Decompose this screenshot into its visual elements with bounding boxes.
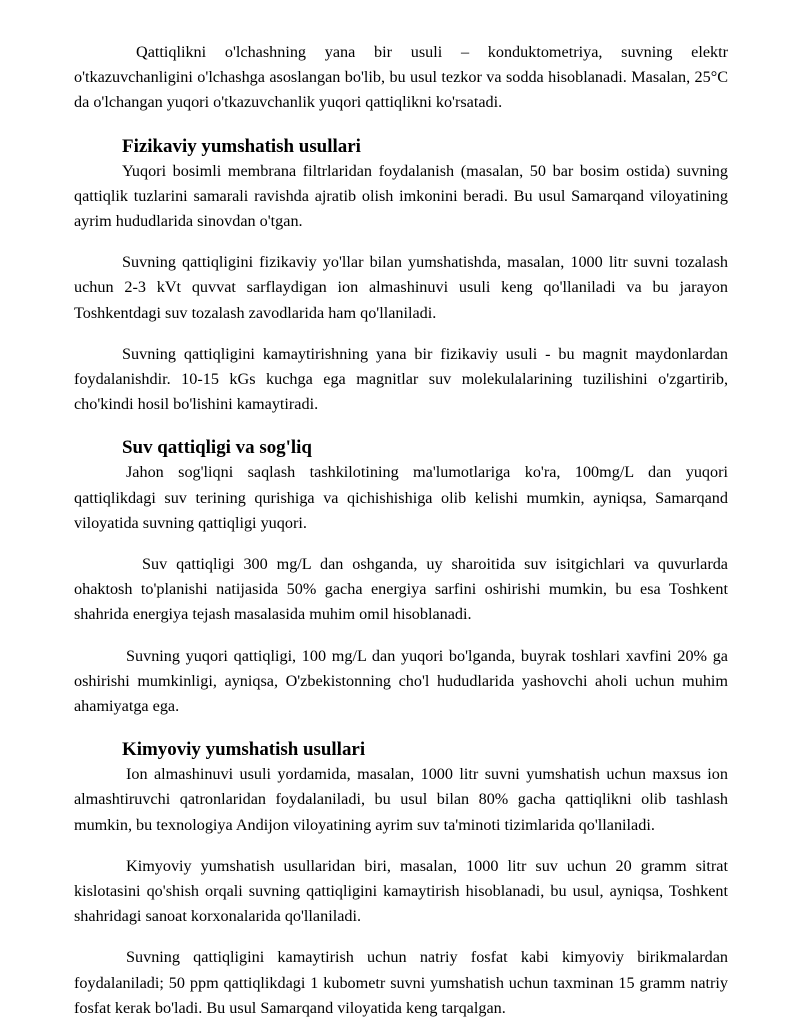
document-page (74, 40, 728, 1021)
paragraph-sodium-phosphate: Suvning qattiqligini kamaytirish uchun natriy fosfat kabi kimyoviy birikmalardan foydalaniladi; 50 ppm qattiqlikdagi 1 kubometr suvni yumshatish uchun taxminan 15 gramm natriy fosfat kerak bo'ladi. Bu usul Samarqand viloyatida keng tarqalgan. (74, 948, 728, 1017)
heading-hardness-health: Suv qattiqligi va sog'liq (122, 437, 312, 459)
paragraph-kidney-stones: Suvning yuqori qattiqligi, 100 mg/L dan yuqori bo'lganda, buyrak toshlari xavfini 20% ga oshirishi mumkinligi, ayniqsa, O'zbekistonning cho'l hududlarida yashovchi aholi uchun muhim ahamiyatga ega. (74, 646, 728, 716)
heading-physical-softening: Fizikaviy yumshatish usullari (122, 135, 361, 157)
paragraph-membrane-filters: Yuqori bosimli membrana filtrlaridan foydalanish (masalan, 50 bar bosim ostida) suvning qattiqlik tuzlarini samarali ravishda ajratib olish imkonini beradi. Bu usul Samarqand viloyatining ayrim hududlarida sinovdan o'tgan. (74, 161, 728, 231)
paragraph-citric-acid: Kimyoviy yumshatish usullaridan biri, masalan, 1000 litr suv uchun 20 gramm sitrat kislotasini qo'shish orqali suvning qattiqligini kamaytirish hisoblanadi, bu usul, ayniqsa, Toshkent shahridagi sanoat korxonalarida qo'llaniladi. (74, 856, 728, 926)
heading-chemical-softening: Kimyoviy yumshatish usullari (122, 739, 366, 761)
paragraph-who-data: Jahon sog'liqni saqlash tashkilotining ma'lumotlariga ko'ra, 100mg/L dan yuqori qattiqlikdagi suv terining qurishiga va qichishishiga olib kelishi mumkin, ayniqsa, Samarqand viloyatida suvning qattiqligi yuqori. (74, 463, 728, 532)
paragraph-conductometry: Qattiqlikni o'lchashning yana bir usuli – konduktometriya, suvning elektr o'tkazuvchanligini o'lchashga asoslangan bo'lib, bu usul tezkor va sodda hisoblanadi. Masalan, 25°C da o'lchangan yuqori o'tkazuvchanlik yuqori qattiqlikni ko'rsatadi. (74, 43, 728, 112)
paragraph-ion-exchange-chemical: Ion almashinuvi usuli yordamida, masalan, 1000 litr suvni yumshatish uchun maxsus ion almashtiruvchi qatronlaridan foydalaniladi, bu usul bilan 80% gacha qattiqlikni olib tashlash mumkin, bu texnologiya Andijon viloyatining ayrim suv ta'minoti tizimlarida qo'llaniladi. (74, 765, 728, 834)
paragraph-magnetic-fields: Suvning qattiqligini kamaytirishning yana bir fizikaviy usuli - bu magnit maydonlardan foydalanishdir. 10-15 kGs kuchga ega magnitlar suv molekulalarining tuzilishini o'zgartirib, cho'kindi hosil bo'lishini kamaytiradi. (74, 344, 728, 414)
paragraph-ion-exchange-physical: Suvning qattiqligini fizikaviy yo'llar bilan yumshatishda, masalan, 1000 litr suvni tozalash uchun 2-3 kVt quvvat sarflaydigan ion almashinuvi usuli keng qo'llaniladi va bu jarayon Toshkentdagi suv tozalash zavodlarida ham qo'llaniladi. (74, 253, 728, 322)
paragraph-energy-consumption: Suv qattiqligi 300 mg/L dan oshganda, uy sharoitida suv isitgichlari va quvurlarda ohaktosh to'planishi natijasida 50% gacha energiya sarfini oshirishi mumkin, bu esa Toshkent shahrida energiya tejash masalasida muhim omil hisoblanadi. (74, 555, 728, 624)
